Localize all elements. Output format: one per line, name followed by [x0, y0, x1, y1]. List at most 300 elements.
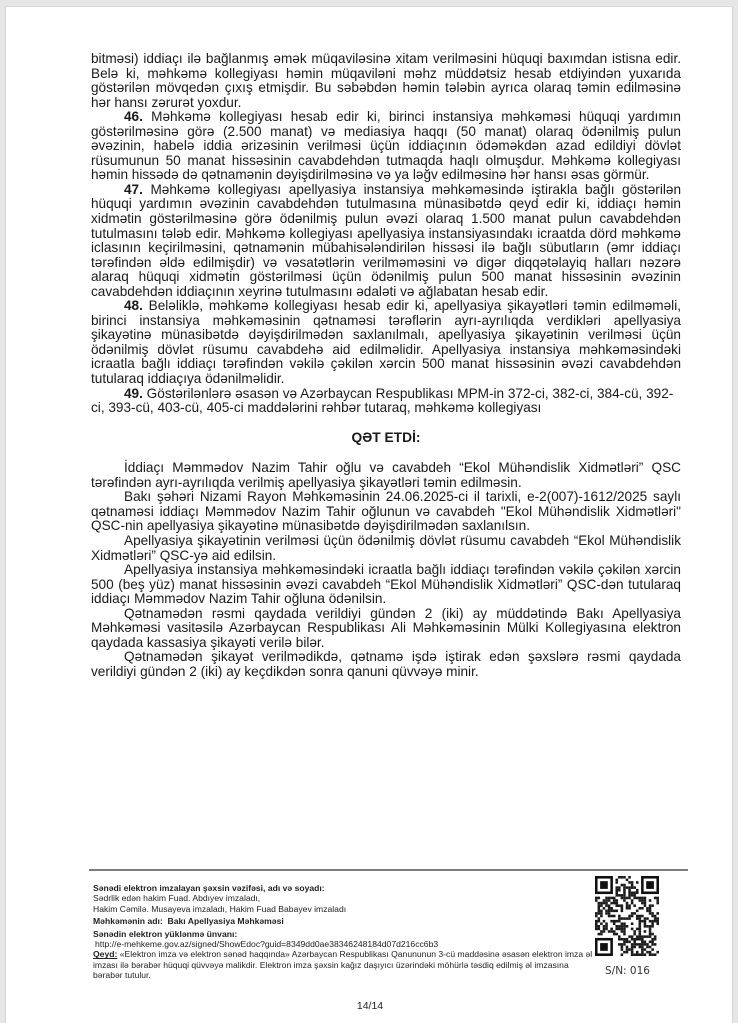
paragraph-46: 46. Məhkəmə kollegiyası hesab edir ki, birinci instansiya məhkəməsi hüquqi yardımın göstərilməsinə görə (2.500 manat) və mediasiya haqqı (50 manat) olaraq ödənilmiş pulun əvəzinin, habelə iddia ərizəsinin verilməsi üçün iddiaçının ödəməkdən azad edildiyi dövlət rüsumunun 50 manat hissəsinin cavabdehdən tutmaqda haqlı olmuşdur. Məhkəmə kollegiyası həmin hissədə də qətnamənin dəyişdirilməsinə və ya ləğv edilməsinə hər hansı əsas görmür. [91, 109, 681, 183]
qr-module [598, 910, 601, 913]
qr-module [644, 904, 647, 907]
qr-module [641, 920, 644, 923]
qr-module [636, 928, 639, 931]
qr-module [656, 902, 659, 905]
qr-module [623, 886, 626, 889]
qr-module [626, 904, 629, 907]
court-name: Bakı Apellyasiya Məhkəməsi [167, 916, 284, 927]
qr-module [644, 920, 647, 923]
qr-module [636, 943, 639, 946]
qr-module [631, 922, 634, 925]
qr-module [613, 930, 616, 933]
qr-module [628, 876, 631, 879]
qr-module [626, 902, 629, 905]
qr-module [623, 925, 626, 928]
qr-module [618, 917, 621, 920]
qr-module [605, 904, 608, 907]
qr-module [623, 899, 626, 902]
qr-module [621, 938, 624, 941]
qr-module [654, 917, 657, 920]
qr-module [615, 933, 618, 936]
qr-module [595, 897, 598, 900]
qr-module [646, 925, 649, 928]
qr-module [623, 922, 626, 925]
qr-module [621, 884, 624, 887]
qr-module [615, 879, 618, 882]
qr-module [651, 904, 654, 907]
qr-module [605, 910, 608, 913]
qr-module [631, 951, 634, 954]
qr-module [649, 946, 652, 949]
qr-module [598, 902, 601, 905]
qr-module [633, 943, 636, 946]
qr-module [641, 948, 644, 951]
qr-module [600, 930, 603, 933]
document-url-link[interactable]: http://e-mehkeme.gov.az/signed/ShowEdoc?guid=8349dd0ae38346248184d07d216cc6b3 [95, 939, 439, 950]
qr-module [636, 891, 639, 894]
qr-module [646, 910, 649, 913]
qr-module [631, 943, 634, 946]
qr-module [621, 897, 624, 900]
qr-module [631, 915, 634, 918]
paragraph-number: 47. [124, 181, 143, 197]
qr-module [644, 897, 647, 900]
qr-module [628, 881, 631, 884]
qr-module [649, 920, 652, 923]
qr-module [633, 894, 636, 897]
qr-module [608, 930, 611, 933]
qr-module [656, 951, 659, 954]
paragraph-47: 47. Məhkəmə kollegiyası apellyasiya instansiya məhkəməsində iştirakla bağlı göstərilən hüquqi yardımın əvəzinin cavabdehdən tutulmasına münasibətdə qeyd edir ki, iddiaçı həmin xidmətin göstərilməsinə görə ödənilmiş pulun əvəzi olaraq 1.500 manat pulun cavabdehdən tutulmasını tələb edir. Məhkəmə kollegiyası apellyasiya instansiyasındakı icraatda dörd məhkəmə iclasının keçirilməsini, qətnamənin mübahisələndirilən hissəsi ilə bağlı sübutların (əmr iddiaçı tərəfindən əldə edilmişdir) və vəsatətlərin verilməməsini və digər diqqətəlayiq halları nəzərə alaraq hüquqi xidmətin göstərilməsi üçün ödənilmiş pulun 500 manat hissəsinin əvəzinin cavabdehdən iddiaçının xeyrinə tutulmasını ədaləti və ağlabatan hesab edir. [91, 181, 681, 299]
qr-module [651, 943, 654, 946]
qr-module [626, 951, 629, 954]
qr-module [641, 951, 644, 954]
qr-module [613, 910, 616, 913]
qr-module [610, 910, 613, 913]
qr-module [610, 902, 613, 905]
qr-module [631, 902, 634, 905]
qr-module [600, 915, 603, 918]
qr-module [608, 912, 611, 915]
qr-module [618, 876, 621, 879]
qr-module [646, 935, 649, 938]
qr-module [644, 941, 647, 944]
qr-module [628, 935, 631, 938]
qr-module [623, 930, 626, 933]
qr-module [656, 912, 659, 915]
qr-module [613, 915, 616, 918]
qr-module [651, 938, 654, 941]
qr-module [613, 922, 616, 925]
qr-module [621, 894, 624, 897]
qr-module [654, 953, 657, 956]
qr-module [633, 938, 636, 941]
qr-module [608, 897, 611, 900]
qr-module [618, 928, 621, 931]
qr-module [626, 897, 629, 900]
qr-module [618, 925, 621, 928]
qr-module [613, 899, 616, 902]
qr-module [598, 907, 601, 910]
qr-module [621, 876, 624, 879]
qr-module [615, 889, 618, 892]
qr-module [615, 925, 618, 928]
qr-module [600, 910, 603, 913]
qr-module [646, 907, 649, 910]
decision-paragraph: Qətnamədən şikayət verilmədikdə, qətnamə işdə iştirak edən şəxslərə rəsmi qaydada verildiyi gündən 2 (iki) ay keçdikdən sonra qanuni qüvvəyə minir. [91, 649, 681, 679]
qr-module [621, 904, 624, 907]
qr-module [644, 930, 647, 933]
qr-module [636, 953, 639, 956]
footer-separator [89, 869, 688, 871]
qr-module [628, 907, 631, 910]
decision-paragraph: Apellyasiya instansiya məhkəməsindəki icraatla bağlı iddiaçı tərəfindən vəkilə çəkilən xərcin 500 (beş yüz) manat hissəsinin əvəzi cavabdeh “Ekol Mühəndislik Xidmətləri” QSC-dən tutularaq iddiaçı Məmmədov Nazim Tahir oğluna ödənilsin. [91, 562, 681, 607]
qr-module [639, 946, 642, 949]
qr-module [618, 904, 621, 907]
qr-module [595, 915, 598, 918]
qr-module [644, 899, 647, 902]
qr-module [603, 902, 606, 905]
signer-label: Sənədi elektron imzalayan şəxsin vəzifəsi, adı və soyadı: [93, 883, 325, 893]
qr-module [600, 912, 603, 915]
qr-module [626, 946, 629, 949]
qr-module [639, 933, 642, 936]
qr-module [623, 933, 626, 936]
paragraph-continuation: bitməsi) iddiaçı ilə bağlanmış əmək müqaviləsinə xitam verilməsini hüquqi baxımdan istisna edir. Belə ki, məhkəmə kollegiyası həmin müqaviləni məhz müddətsiz hesab etdiyindən yuxarıda göstərilən mövqedən çıxış etmişdir. Bu səbəbdən həmin tələbin ayrıca olaraq təmin edilməsinə hər hansı zərurət yoxdur. [91, 51, 681, 110]
qr-module [644, 925, 647, 928]
qr-module [610, 930, 613, 933]
qr-module [610, 915, 613, 918]
qr-module [613, 920, 616, 923]
qr-module [613, 897, 616, 900]
qr-module [615, 910, 618, 913]
qr-module [633, 904, 636, 907]
qr-module [605, 912, 608, 915]
qr-module [595, 925, 598, 928]
qr-module [631, 928, 634, 931]
qr-module [641, 897, 644, 900]
qr-module [626, 948, 629, 951]
qr-module [654, 915, 657, 918]
qr-module [644, 943, 647, 946]
qr-module [639, 938, 642, 941]
qr-module [656, 899, 659, 902]
qr-module [639, 917, 642, 920]
qr-module [649, 933, 652, 936]
qr-module [603, 907, 606, 910]
decision-paragraph: Qətnamədən rəsmi qaydada verildiyi gündən 2 (iki) ay müddətində Bakı Apellyasiya Məhkəməsi vasitəsilə Azərbaycan Respublikası Ali Məhkəməsinin Mülki Kollegiyasına elektron qaydada kassasiya şikayəti verilə bilər. [91, 605, 681, 650]
qr-module [641, 941, 644, 944]
qr-module [623, 897, 626, 900]
qr-module [628, 917, 631, 920]
qr-module [608, 910, 611, 913]
qr-module [626, 907, 629, 910]
qr-module [636, 938, 639, 941]
qr-module [636, 935, 639, 938]
qr-module [628, 889, 631, 892]
qr-module [623, 891, 626, 894]
qr-module [644, 953, 647, 956]
qr-module [598, 925, 601, 928]
qr-module [621, 917, 624, 920]
qr-module [639, 922, 642, 925]
qr-module [621, 946, 624, 949]
legal-note [93, 949, 598, 980]
qr-module [628, 886, 631, 889]
qr-module [608, 904, 611, 907]
qr-module [651, 948, 654, 951]
qr-module [623, 941, 626, 944]
qr-module [639, 915, 642, 918]
decision-paragraph: İddiaçı Məmmədov Nazim Tahir oğlu və cavabdeh “Ekol Mühəndislik Xidmətləri” QSC tərəfindən ayrı-ayrılıqda verilmiş apellyasiya şikayətləri təmin edilməsin. [91, 460, 681, 490]
qr-module [608, 907, 611, 910]
qr-module [631, 881, 634, 884]
qr-module [639, 907, 642, 910]
qr-module [636, 881, 639, 884]
qr-module [649, 951, 652, 954]
qr-module [618, 920, 621, 923]
qr-module [631, 948, 634, 951]
qr-module [626, 925, 629, 928]
signer-line: Hakim Cəmilə. Musayeva imzaladı, Hakim Fuad Babayev imzaladı [93, 903, 347, 914]
qr-module [639, 897, 642, 900]
qr-module [600, 902, 603, 905]
qr-module [654, 897, 657, 900]
qr-module [636, 897, 639, 900]
qr-module [631, 935, 634, 938]
qr-module [605, 928, 608, 931]
qr-module [649, 904, 652, 907]
paragraph-49: 49. Göstərilənlərə əsasən və Azərbaycan Respublikası MPM-in 372-ci, 382-ci, 384-cü, 392-ci, 393-cü, 403-cü, 405-ci maddələrini rəhbər tutaraq, məhkəmə kollegiyası [91, 385, 674, 416]
qr-module [649, 907, 652, 910]
signature-footer [93, 883, 593, 981]
decision-paragraph: Apellyasiya şikayətinin verilməsi üçün ödənilmiş dövlət rüsumu cavabdeh “Ekol Mühəndislik Xidmətləri” QSC-yə aid edilsin. [91, 532, 681, 563]
qr-module [641, 902, 644, 905]
qr-module [598, 904, 601, 907]
paragraph-48: 48. Beləliklə, məhkəmə kollegiyası hesab edir ki, apellyasiya şikayətləri təmin edilməməli, birinci instansiya məhkəməsinin qətnaməsi tərəflərin ayrı-ayrılıqda verdikləri apellyasiya şikayətinə münasibətdə dəyişdirilmədən saxlanılmalı, apellyasiya şikayətinin verilməsi üçün ödənilmiş dövlət rüsumu cavabdehə aid edilməlidir. Apellyasiya instansiya məhkəməsindəki icraatla bağlı iddiaçı tərəfindən vəkilə çəkilən xərcin 500 manat hissəsinin əvəzi cavabdehdən tutularaq iddiaçıya ödənilməlidir. [91, 298, 681, 387]
qr-module [598, 912, 601, 915]
qr-module [631, 953, 634, 956]
qr-module [651, 922, 654, 925]
qr-module [631, 938, 634, 941]
qr-module [649, 925, 652, 928]
qr-module [639, 943, 642, 946]
decision-paragraph: Bakı şəhəri Nizami Rayon Məhkəməsinin 24.06.2025-ci il tarixli, e-2(007)-1612/2025 saylı qətnaməsi iddiaçı Məmmədov Nazim Tahir oğlunun və cavabdeh "Ekol Mühəndislik Xidmətləri" QSC-nin apellyasiya şikayətinə münasibətdə dəyişdirilmədən saxlanılsın. [91, 489, 681, 534]
qr-module [654, 938, 657, 941]
qr-module [644, 948, 647, 951]
qr-module [623, 876, 626, 879]
qr-module [608, 915, 611, 918]
qr-module [605, 902, 608, 905]
qr-module [615, 899, 618, 902]
qr-module [595, 922, 598, 925]
qr-module [598, 920, 601, 923]
qr-module [649, 928, 652, 931]
qr-module [649, 941, 652, 944]
qr-module [651, 933, 654, 936]
qr-module [639, 920, 642, 923]
qr-module [651, 941, 654, 944]
qr-module [656, 920, 659, 923]
qr-module [649, 953, 652, 956]
qr-module [633, 912, 636, 915]
qr-module [605, 899, 608, 902]
qr-module [641, 946, 644, 949]
qr-module [623, 917, 626, 920]
qr-module [603, 930, 606, 933]
qr-module [603, 925, 606, 928]
qr-module [628, 941, 631, 944]
qr-module [639, 899, 642, 902]
qr-module [618, 889, 621, 892]
qr-module [621, 943, 624, 946]
qr-module [623, 928, 626, 931]
qr-module [600, 922, 603, 925]
qr-module [644, 902, 647, 905]
qr-module [618, 886, 621, 889]
qr-finder-pattern [600, 881, 608, 889]
qr-module [644, 935, 647, 938]
qr-module [644, 917, 647, 920]
qr-module [649, 910, 652, 913]
qr-module [626, 941, 629, 944]
qr-module [628, 894, 631, 897]
qr-module [618, 935, 621, 938]
qr-module [613, 902, 616, 905]
note-label: Qeyd: [93, 949, 118, 960]
qr-module [641, 899, 644, 902]
qr-module [595, 912, 598, 915]
qr-module [631, 899, 634, 902]
qr-module [598, 933, 601, 936]
qr-finder-pattern [646, 881, 654, 889]
qr-module [621, 907, 624, 910]
qr-module [626, 879, 629, 882]
note-text: «Elektron imza və elektron sənəd haqqında» Azərbaycan Respublikası Qanununun 3-cü maddəsinə əsasən elektron imza əl imzası ilə bərabər hüquqi qüvvəyə malikdir. Elektron imza şəxsin kağız daşıyıcı üzərindəki möhürlə təsdiq edilmiş əl imzasına bərabər tutulur. [93, 949, 593, 981]
qr-module [628, 948, 631, 951]
qr-module [623, 894, 626, 897]
qr-module [595, 928, 598, 931]
qr-module [595, 899, 598, 902]
qr-module [615, 920, 618, 923]
qr-module [605, 897, 608, 900]
qr-module [651, 925, 654, 928]
qr-module [631, 946, 634, 949]
qr-module [641, 935, 644, 938]
qr-module [618, 943, 621, 946]
qr-module [631, 912, 634, 915]
qr-module [631, 884, 634, 887]
url-label: Sənədin elektron yüklənmə ünvanı: [93, 928, 238, 939]
qr-module [626, 886, 629, 889]
qr-module [621, 910, 624, 913]
qr-module [621, 948, 624, 951]
qr-code-icon [595, 876, 659, 956]
qr-module [633, 886, 636, 889]
qr-module [626, 917, 629, 920]
document-body [91, 52, 681, 679]
qr-module [656, 922, 659, 925]
qr-module [615, 894, 618, 897]
qr-module [633, 897, 636, 900]
qr-module [631, 891, 634, 894]
qr-module [639, 953, 642, 956]
qr-module [651, 915, 654, 918]
qr-module [615, 902, 618, 905]
qr-module [639, 928, 642, 931]
qr-module [595, 920, 598, 923]
qr-module [608, 899, 611, 902]
qr-module [641, 907, 644, 910]
qr-module [641, 915, 644, 918]
qr-module [621, 930, 624, 933]
qr-module [651, 953, 654, 956]
qr-module [615, 891, 618, 894]
qr-module [646, 943, 649, 946]
qr-module [615, 881, 618, 884]
qr-module [598, 928, 601, 931]
qr-module [628, 897, 631, 900]
qr-module [649, 912, 652, 915]
qr-module [598, 917, 601, 920]
qr-module [623, 943, 626, 946]
qr-module [615, 928, 618, 931]
qr-module [641, 938, 644, 941]
decision-heading: QƏT ETDİ: [351, 429, 421, 445]
qr-module [633, 941, 636, 944]
qr-module [615, 904, 618, 907]
qr-module [605, 925, 608, 928]
qr-module [656, 917, 659, 920]
qr-module [646, 946, 649, 949]
qr-module [603, 920, 606, 923]
qr-module [613, 933, 616, 936]
qr-module [610, 928, 613, 931]
qr-module [633, 891, 636, 894]
paragraph-number: 49. [124, 385, 143, 401]
signer-line: Sədrlik edən hakim Fuad. Abdıyev imzaladı, [93, 893, 261, 904]
qr-module [610, 907, 613, 910]
qr-module [628, 904, 631, 907]
qr-module [631, 894, 634, 897]
court-name-row [93, 916, 583, 926]
qr-module [631, 886, 634, 889]
qr-module [649, 935, 652, 938]
qr-module [621, 925, 624, 928]
paragraph-number: 46. [124, 109, 143, 125]
qr-module [623, 889, 626, 892]
qr-module [636, 910, 639, 913]
qr-module [633, 946, 636, 949]
qr-module [618, 915, 621, 918]
qr-module [621, 928, 624, 931]
qr-module [610, 897, 613, 900]
document-page [5, 6, 733, 1023]
qr-module [651, 920, 654, 923]
paragraph-number: 48. [124, 298, 143, 314]
qr-module [626, 938, 629, 941]
page-number: 14/14 [356, 1000, 384, 1012]
qr-module [641, 943, 644, 946]
qr-module [610, 920, 613, 923]
qr-module [639, 930, 642, 933]
qr-module [600, 933, 603, 936]
qr-module [598, 897, 601, 900]
qr-module [636, 915, 639, 918]
qr-module [618, 894, 621, 897]
qr-module [603, 928, 606, 931]
qr-module [623, 951, 626, 954]
